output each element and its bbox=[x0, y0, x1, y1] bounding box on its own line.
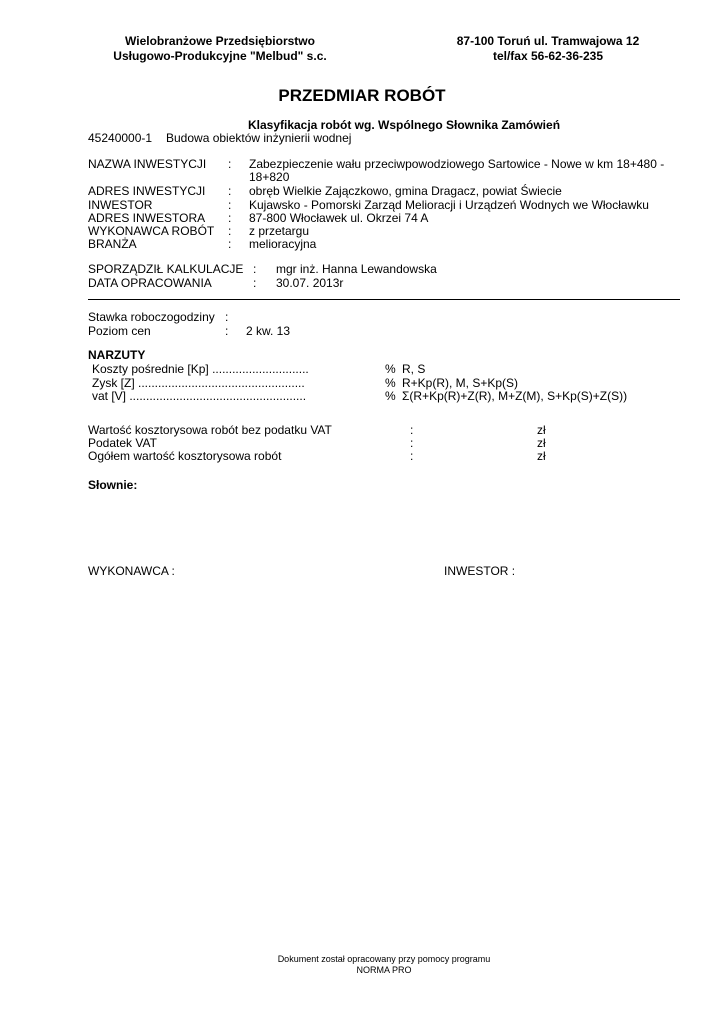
info-value-continued: 18+820 bbox=[249, 170, 290, 184]
total-label: Wartość kosztorysowa robót bez podatku VAT bbox=[88, 423, 332, 437]
info-value: obręb Wielkie Zajączkowo, gmina Dragacz, powiat Świecie bbox=[249, 184, 562, 198]
info-label: ADRES INWESTORA bbox=[88, 211, 206, 225]
info-label: INWESTOR bbox=[88, 198, 153, 212]
info-sep: : bbox=[228, 237, 232, 251]
section-divider bbox=[88, 299, 680, 300]
info-value: Kujawsko - Pomorski Zarząd Melioracji i Urządzeń Wodnych we Włocławku bbox=[249, 198, 649, 212]
price-level-sep: : bbox=[225, 324, 229, 338]
info-sep: : bbox=[228, 198, 232, 212]
company-contact bbox=[420, 34, 676, 64]
total-sep: : bbox=[410, 423, 414, 437]
surcharge-formula: R+Kp(R), M, S+Kp(S) bbox=[402, 376, 519, 390]
company-name bbox=[96, 34, 344, 64]
info-label: BRANŻA bbox=[88, 237, 137, 251]
total-currency: zł bbox=[537, 423, 546, 437]
info-label: ADRES INWESTYCJI bbox=[88, 184, 206, 198]
company-name-line2: Usługowo-Produkcyjne "Melbud" s.c. bbox=[113, 49, 327, 63]
surcharge-label: Koszty pośrednie [Kp] ............................. bbox=[92, 362, 309, 376]
info-value: z przetargu bbox=[249, 224, 310, 238]
surcharge-unit: % bbox=[385, 389, 396, 403]
classification-heading: Klasyfikacja robót wg. Wspólnego Słownika Zamówień bbox=[247, 118, 561, 132]
info-label: WYKONAWCA ROBÓT bbox=[88, 224, 215, 238]
words-label: Słownie: bbox=[88, 478, 138, 492]
info-sep: : bbox=[228, 157, 232, 171]
classification-code: 45240000-1 bbox=[88, 131, 153, 145]
labor-rate-label: Stawka roboczogodziny bbox=[88, 310, 215, 324]
prepared-date-label: DATA OPRACOWANIA bbox=[88, 276, 212, 290]
total-sep: : bbox=[410, 436, 414, 450]
surcharge-unit: % bbox=[385, 362, 396, 376]
price-level-label: Poziom cen bbox=[88, 324, 151, 338]
total-sep: : bbox=[410, 449, 414, 463]
footer-line2: NORMA PRO bbox=[356, 965, 412, 975]
prepared-author-value: mgr inż. Hanna Lewandowska bbox=[276, 262, 437, 276]
surcharge-unit: % bbox=[385, 376, 396, 390]
company-address: 87-100 Toruń ul. Tramwajowa 12 bbox=[456, 34, 640, 48]
page-title: PRZEDMIAR ROBÓT bbox=[278, 86, 446, 105]
prepared-author-label: SPORZĄDZIŁ KALKULACJE bbox=[88, 262, 244, 276]
footer-line1: Dokument został opracowany przy pomocy programu bbox=[277, 954, 491, 964]
footer bbox=[0, 954, 724, 976]
surcharge-formula: R, S bbox=[402, 362, 426, 376]
surcharge-label: vat [V] ..................................................... bbox=[92, 389, 307, 403]
info-label: NAZWA INWESTYCJI bbox=[88, 157, 207, 171]
investor-signature-label: INWESTOR : bbox=[444, 564, 516, 578]
company-phone: tel/fax 56-62-36-235 bbox=[492, 49, 604, 63]
info-sep: : bbox=[228, 224, 232, 238]
info-value: melioracyjna bbox=[249, 237, 317, 251]
price-level-value: 2 kw. 13 bbox=[246, 324, 291, 338]
info-value: 87-800 Włocławek ul. Okrzei 74 A bbox=[249, 211, 429, 225]
info-sep: : bbox=[228, 184, 232, 198]
total-label: Podatek VAT bbox=[88, 436, 157, 450]
total-currency: zł bbox=[537, 436, 546, 450]
total-label: Ogółem wartość kosztorysowa robót bbox=[88, 449, 282, 463]
company-name-line1: Wielobranżowe Przedsiębiorstwo bbox=[125, 34, 315, 48]
prepared-date-sep: : bbox=[253, 276, 257, 290]
info-value: Zabezpieczenie wału przeciwpowodziowego Sartowice - Nowe w km 18+480 - bbox=[249, 157, 665, 171]
classification-description: Budowa obiektów inżynierii wodnej bbox=[166, 131, 352, 145]
prepared-date-value: 30.07. 2013r bbox=[276, 276, 344, 290]
surcharge-formula: Σ(R+Kp(R)+Z(R), M+Z(M), S+Kp(S)+Z(S)) bbox=[402, 389, 628, 403]
contractor-signature-label: WYKONAWCA : bbox=[88, 564, 175, 578]
total-currency: zł bbox=[537, 449, 546, 463]
labor-rate-sep: : bbox=[225, 310, 229, 324]
prepared-author-sep: : bbox=[253, 262, 257, 276]
surcharge-label: Zysk [Z] .................................................. bbox=[92, 376, 305, 390]
surcharges-heading: NARZUTY bbox=[88, 348, 146, 362]
info-sep: : bbox=[228, 211, 232, 225]
